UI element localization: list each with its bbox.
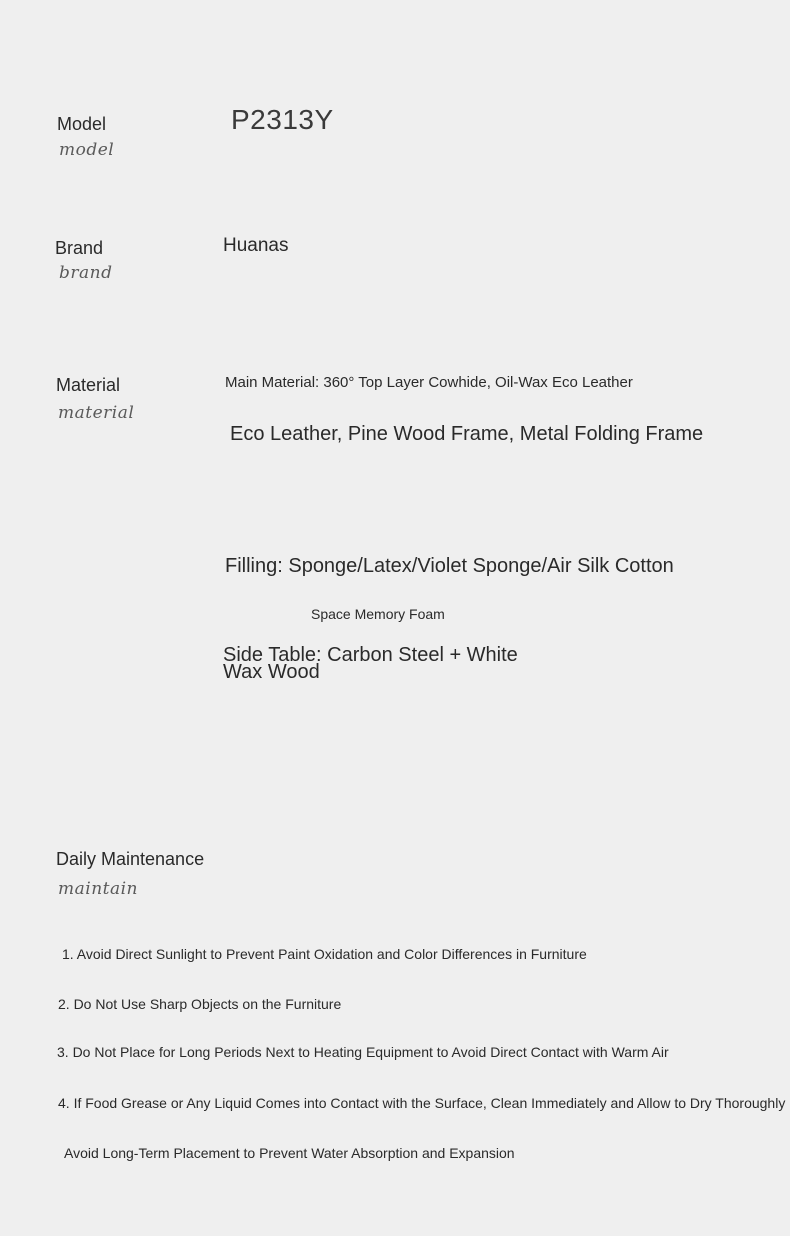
maintenance-label: Daily Maintenance: [56, 849, 205, 869]
model-script-label: model: [59, 140, 115, 160]
material-label: Material: [56, 375, 121, 395]
model-label: Model: [57, 114, 107, 134]
maintenance-script-label: maintain: [58, 879, 138, 899]
brand-label: Brand: [55, 238, 104, 258]
maintenance-item-2: 2. Do Not Use Sharp Objects on the Furniture: [58, 996, 342, 1012]
model-value: P2313Y: [231, 104, 334, 135]
brand-script-label: brand: [59, 263, 113, 283]
material-script-label: material: [58, 403, 135, 423]
brand-value: Huanas: [223, 235, 289, 256]
material-side-table-text: Side Table: Carbon Steel + White Wax Wood: [223, 644, 518, 683]
material-frame-text: Eco Leather, Pine Wood Frame, Metal Folding Frame: [230, 423, 704, 445]
maintenance-item-5: Avoid Long-Term Placement to Prevent Water Absorption and Expansion: [64, 1145, 515, 1161]
material-main-text: Main Material: 360° Top Layer Cowhide, Oil-Wax Eco Leather: [225, 374, 633, 391]
material-foam-text: Space Memory Foam: [311, 606, 445, 622]
material-filling-text: Filling: Sponge/Latex/Violet Sponge/Air Silk Cotton: [225, 555, 674, 577]
maintenance-item-1: 1. Avoid Direct Sunlight to Prevent Paint Oxidation and Color Differences in Furniture: [62, 946, 587, 962]
maintenance-item-4: 4. If Food Grease or Any Liquid Comes into Contact with the Surface, Clean Immediately and Allow to Dry Thoroughly: [58, 1095, 786, 1111]
maintenance-item-3: 3. Do Not Place for Long Periods Next to Heating Equipment to Avoid Direct Contact with Warm Air: [57, 1044, 669, 1060]
